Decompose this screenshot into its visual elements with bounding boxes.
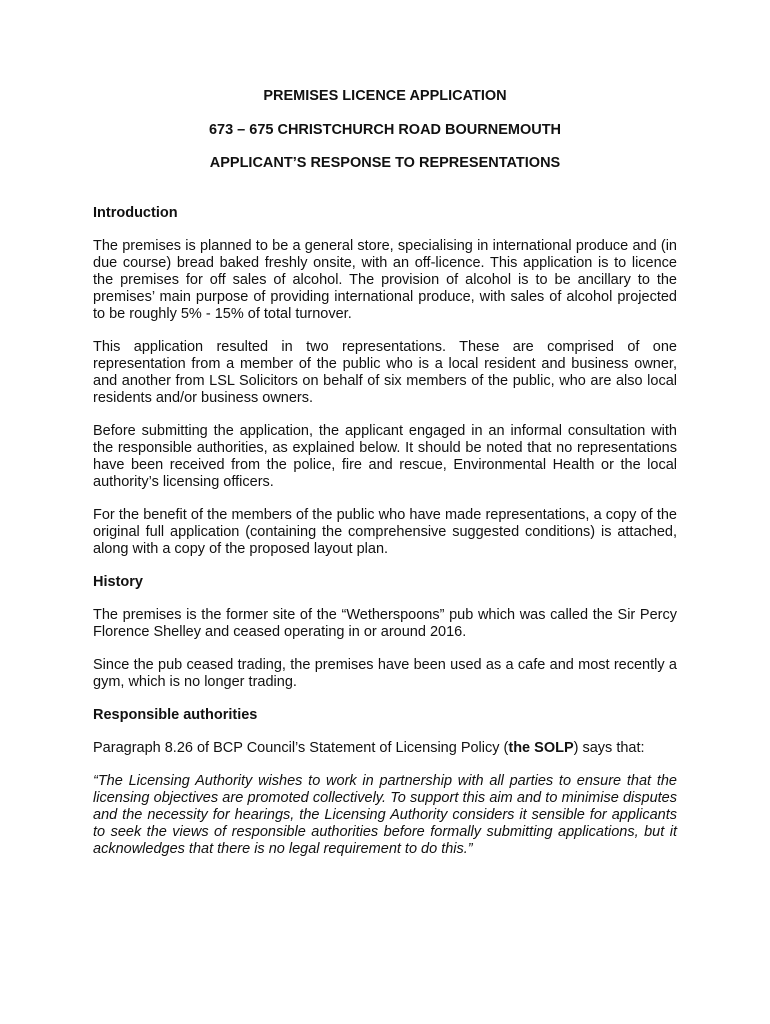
history-heading: History [93, 574, 143, 590]
solp-quote: “The Licensing Authority wishes to work in partnership with all parties to ensure that the licensing objectives are promoted collectively. To support this aim and to minimise disputes and the necessity for hearings, the Licensing Authority considers it sensible for applicants to seek the views of responsible authorities before formally submitting applications, but it acknowledges that there is no legal requirement to do this.” [93, 773, 677, 857]
history-paragraph-2: Since the pub ceased trading, the premises have been used as a cafe and most recently a gym, which is no longer trading. [93, 657, 677, 690]
introduction-paragraph-3: Before submitting the application, the applicant engaged in an informal consultation with the responsible authorities, as explained below. It should be noted that no representations have been received from the police, fire and rescue, Environmental Health or the local authority’s licensing officers. [93, 423, 677, 490]
introduction-paragraph-4: For the benefit of the members of the public who have made representations, a copy of the original full application (containing the comprehensive suggested conditions) is attached, along with a copy of the proposed layout plan. [93, 507, 677, 557]
document-title-line-1: PREMISES LICENCE APPLICATION [263, 88, 507, 104]
introduction-paragraph-1: The premises is planned to be a general store, specialising in international produce and (in due course) bread baked freshly onsite, with an off-licence. This application is to licence the premises for off sales of alcohol. The provision of alcohol is to be ancillary to the premises’ main purpose of providing international produce, with sales of alcohol projected to be roughly 5% - 15% of total turnover. [93, 238, 677, 322]
solp-abbreviation: the SOLP [508, 740, 574, 756]
intro-text-after: ) says that: [573, 740, 645, 756]
intro-text-before: Paragraph 8.26 of BCP Council’s Statement of Licensing Policy ( [93, 740, 509, 756]
history-paragraph-1: The premises is the former site of the “Wetherspoons” pub which was called the Sir Percy Florence Shelley and ceased operating in or around 2016. [93, 607, 677, 640]
introduction-paragraph-2: This application resulted in two representations. These are comprised of one representation from a member of the public who is a local resident and business owner, and another from LSL Solicitors on behalf of six members of the public, who are also local residents and/or business owners. [93, 339, 677, 406]
responsible-authorities-intro [93, 740, 677, 757]
responsible-authorities-heading: Responsible authorities [93, 707, 258, 723]
document-title-line-3: APPLICANT’S RESPONSE TO REPRESENTATIONS [209, 155, 561, 171]
introduction-heading: Introduction [93, 205, 178, 221]
document-body [93, 205, 677, 858]
document-title-line-2: 673 – 675 CHRISTCHURCH ROAD BOURNEMOUTH [208, 122, 562, 138]
